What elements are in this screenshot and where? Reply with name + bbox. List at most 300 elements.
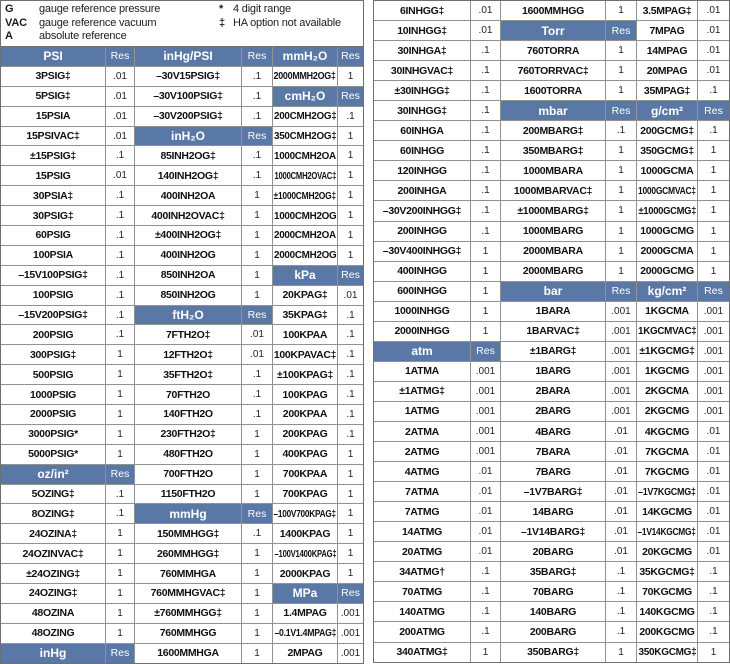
resolution-cell: 1 bbox=[106, 365, 134, 384]
resolution-cell: .1 bbox=[106, 504, 134, 523]
range-cell: 1ATMG bbox=[374, 402, 470, 421]
section-header-cell: Res bbox=[606, 101, 636, 120]
range-cell: 100PSIA bbox=[1, 246, 105, 265]
range-cell: 200INHGA bbox=[374, 181, 470, 200]
section-header-cell: Res bbox=[338, 584, 363, 603]
range-cell: 35FTH2O‡ bbox=[135, 365, 241, 384]
range-cell: 1KGCMVAC‡ bbox=[637, 322, 697, 341]
range-cell: 1000MBARA bbox=[501, 161, 605, 180]
resolution-cell: 1 bbox=[338, 524, 363, 543]
range-cell: –30V200INHGG‡ bbox=[374, 201, 470, 220]
section-header-cell: Res bbox=[471, 342, 500, 361]
resolution-cell: 1 bbox=[106, 445, 134, 464]
range-cell: 1BARG bbox=[501, 362, 605, 381]
range-cell: 20MPAG bbox=[637, 61, 697, 80]
range-cell: 8OZING‡ bbox=[1, 504, 105, 523]
resolution-cell: 1 bbox=[242, 266, 272, 285]
resolution-cell: .1 bbox=[471, 181, 500, 200]
range-cell: 760TORRA bbox=[501, 41, 605, 60]
range-cell: 140INH2OG‡ bbox=[135, 166, 241, 185]
range-cell: 1BARVAC‡ bbox=[501, 322, 605, 341]
range-cell: ±1BARG‡ bbox=[501, 342, 605, 361]
resolution-cell: .1 bbox=[471, 622, 500, 641]
resolution-cell: .01 bbox=[606, 442, 636, 461]
range-cell: 6INHGG‡ bbox=[374, 1, 470, 20]
range-cell: 400INH2OG bbox=[135, 246, 241, 265]
range-cell: 24OZINVAC‡ bbox=[1, 544, 105, 563]
resolution-cell: 1 bbox=[106, 544, 134, 563]
resolution-cell: .01 bbox=[698, 61, 729, 80]
legend-note bbox=[219, 17, 359, 31]
resolution-cell: .01 bbox=[242, 325, 272, 344]
resolution-cell: .01 bbox=[106, 127, 134, 146]
resolution-cell: 1 bbox=[606, 262, 636, 281]
resolution-cell: .01 bbox=[606, 462, 636, 481]
section-header-cell: atm bbox=[374, 342, 470, 361]
range-cell: –100V700KPAG‡ bbox=[273, 504, 337, 523]
range-cell: 15PSIA bbox=[1, 107, 105, 126]
range-cell: 1150FTH2O bbox=[135, 485, 241, 504]
resolution-cell: .1 bbox=[106, 306, 134, 325]
range-cell: 2000GCMG bbox=[637, 262, 697, 281]
range-cell: 100KPAA bbox=[273, 325, 337, 344]
legend-note-text: 4 digit range bbox=[233, 3, 291, 15]
section-header-cell: MPa bbox=[273, 584, 337, 603]
resolution-cell: 1 bbox=[606, 61, 636, 80]
section-header-cell: Res bbox=[338, 266, 363, 285]
resolution-cell: 1 bbox=[242, 604, 272, 623]
range-cell: 1000MBARVAC‡ bbox=[501, 181, 605, 200]
resolution-cell: 1 bbox=[106, 524, 134, 543]
resolution-cell: .1 bbox=[242, 385, 272, 404]
range-cell: 10INHGG‡ bbox=[374, 21, 470, 40]
range-cell: 2MPAG bbox=[273, 644, 337, 663]
resolution-cell: .01 bbox=[698, 522, 729, 541]
range-cell: 400INH2OVAC‡ bbox=[135, 206, 241, 225]
range-cell: 4BARG bbox=[501, 422, 605, 441]
range-cell: 1KGCMA bbox=[637, 302, 697, 321]
pressure-ranges-table-right bbox=[373, 0, 730, 663]
range-cell: 700KPAG bbox=[273, 485, 337, 504]
range-cell: ±15PSIG‡ bbox=[1, 146, 105, 165]
resolution-cell: .01 bbox=[471, 502, 500, 521]
range-cell: 5OZING‡ bbox=[1, 485, 105, 504]
range-cell: 200KGCMG bbox=[637, 622, 697, 641]
resolution-cell: 1 bbox=[242, 286, 272, 305]
resolution-cell: 1 bbox=[106, 564, 134, 583]
section-header-cell: Res bbox=[242, 127, 272, 146]
range-cell: 140BARG bbox=[501, 602, 605, 621]
resolution-cell: 1 bbox=[338, 206, 363, 225]
range-cell: 70KGCMG bbox=[637, 582, 697, 601]
range-cell: –30V15PSIG‡ bbox=[135, 67, 241, 86]
range-cell: 14KGCMG bbox=[637, 502, 697, 521]
resolution-cell: 1 bbox=[606, 201, 636, 220]
range-cell: 1000CMH2OG bbox=[273, 206, 337, 225]
range-cell: ±30INHGG‡ bbox=[374, 81, 470, 100]
range-cell: 1000GCMA bbox=[637, 161, 697, 180]
resolution-cell: .1 bbox=[471, 81, 500, 100]
range-cell: 3000PSIG* bbox=[1, 425, 105, 444]
right-table-block bbox=[373, 0, 730, 664]
range-cell: 200PSIG bbox=[1, 325, 105, 344]
resolution-cell: .1 bbox=[338, 325, 363, 344]
resolution-cell: .1 bbox=[338, 385, 363, 404]
asterisk-symbol: * bbox=[219, 3, 224, 15]
range-cell: 60PSIG bbox=[1, 226, 105, 245]
range-cell: 24OZING‡ bbox=[1, 584, 105, 603]
resolution-cell: .1 bbox=[698, 582, 729, 601]
resolution-cell: .01 bbox=[606, 542, 636, 561]
resolution-cell: .001 bbox=[471, 422, 500, 441]
range-cell: 35KPAG‡ bbox=[273, 306, 337, 325]
resolution-cell: .1 bbox=[106, 146, 134, 165]
range-cell: 230FTH2O‡ bbox=[135, 425, 241, 444]
resolution-cell: 1 bbox=[698, 141, 729, 160]
range-cell: 14MPAG bbox=[637, 41, 697, 60]
resolution-cell: .1 bbox=[242, 166, 272, 185]
range-cell: 1600MMHGA bbox=[135, 644, 241, 663]
resolution-cell: .1 bbox=[106, 325, 134, 344]
range-cell: 150MMHGG‡ bbox=[135, 524, 241, 543]
range-cell: 48OZING bbox=[1, 624, 105, 643]
resolution-cell: 1 bbox=[242, 246, 272, 265]
legend-note-text: HA option not available bbox=[233, 16, 341, 29]
range-cell: 1000CMH2OVAC‡ bbox=[273, 166, 337, 185]
resolution-cell: .1 bbox=[338, 345, 363, 364]
range-cell: 760MMHGG bbox=[135, 624, 241, 643]
range-cell: 200GCMG‡ bbox=[637, 121, 697, 140]
resolution-cell: 1 bbox=[606, 81, 636, 100]
resolution-cell: .1 bbox=[338, 405, 363, 424]
resolution-cell: .001 bbox=[606, 322, 636, 341]
section-header-cell: Res bbox=[606, 282, 636, 301]
range-cell: ±100KPAG‡ bbox=[273, 365, 337, 384]
resolution-cell: .01 bbox=[698, 1, 729, 20]
resolution-cell: .01 bbox=[106, 107, 134, 126]
double-dagger-symbol: ‡ bbox=[219, 16, 226, 29]
resolution-cell: .001 bbox=[606, 382, 636, 401]
resolution-cell: .01 bbox=[606, 502, 636, 521]
range-cell: 350BARG‡ bbox=[501, 643, 605, 662]
resolution-cell: .1 bbox=[242, 405, 272, 424]
legend-text: gauge reference pressure bbox=[39, 3, 161, 15]
section-header-cell: inHg bbox=[1, 644, 105, 663]
resolution-cell: .1 bbox=[471, 161, 500, 180]
range-cell: –0.1V1.4MPAG‡ bbox=[273, 624, 337, 643]
range-cell: 760MMHGVAC‡ bbox=[135, 584, 241, 603]
resolution-cell: 1 bbox=[606, 181, 636, 200]
resolution-cell: .1 bbox=[338, 107, 363, 126]
legend-symbol: G bbox=[5, 3, 14, 15]
resolution-cell: 1 bbox=[606, 41, 636, 60]
resolution-cell: .01 bbox=[471, 522, 500, 541]
legend-symbol: A bbox=[5, 30, 13, 42]
range-cell: 60INHGG bbox=[374, 141, 470, 160]
range-cell: 2BARA bbox=[501, 382, 605, 401]
range-cell: 2ATMG bbox=[374, 442, 470, 461]
range-cell: 700KPAA bbox=[273, 465, 337, 484]
resolution-cell: .1 bbox=[698, 602, 729, 621]
range-cell: 2000MBARG bbox=[501, 262, 605, 281]
resolution-cell: 1 bbox=[242, 226, 272, 245]
resolution-cell: .01 bbox=[698, 482, 729, 501]
range-cell: 7KGCMA bbox=[637, 442, 697, 461]
resolution-cell: .1 bbox=[106, 246, 134, 265]
resolution-cell: .1 bbox=[106, 485, 134, 504]
range-cell: 35KGCMG‡ bbox=[637, 562, 697, 581]
range-cell: 600INHGG bbox=[374, 282, 470, 301]
resolution-cell: 1 bbox=[698, 643, 729, 662]
resolution-cell: 1 bbox=[471, 643, 500, 662]
resolution-cell: 1 bbox=[106, 405, 134, 424]
pressure-ranges-table-left bbox=[0, 46, 364, 664]
resolution-cell: .1 bbox=[242, 365, 272, 384]
resolution-cell: 1 bbox=[242, 425, 272, 444]
resolution-cell: .01 bbox=[106, 67, 134, 86]
resolution-cell: .01 bbox=[698, 442, 729, 461]
range-cell: –30V400INHGG‡ bbox=[374, 242, 470, 261]
range-cell: 1.4MPAG bbox=[273, 604, 337, 623]
range-cell: ±1000CMH2OG‡ bbox=[273, 186, 337, 205]
range-cell: 30PSIG‡ bbox=[1, 206, 105, 225]
section-header-cell: oz/in² bbox=[1, 465, 105, 484]
resolution-cell: .1 bbox=[471, 101, 500, 120]
resolution-cell: 1 bbox=[338, 504, 363, 523]
range-cell: 1ATMA bbox=[374, 362, 470, 381]
legend bbox=[0, 0, 364, 46]
resolution-cell: .1 bbox=[606, 562, 636, 581]
section-header-cell: kPa bbox=[273, 266, 337, 285]
resolution-cell: 1 bbox=[242, 186, 272, 205]
range-cell: 500PSIG bbox=[1, 365, 105, 384]
resolution-cell: 1 bbox=[698, 181, 729, 200]
range-cell: 3.5MPAG‡ bbox=[637, 1, 697, 20]
section-header-cell: Res bbox=[242, 47, 272, 66]
range-cell: 4ATMG bbox=[374, 462, 470, 481]
range-cell: 760TORRVAC‡ bbox=[501, 61, 605, 80]
range-cell: 70FTH2O bbox=[135, 385, 241, 404]
resolution-cell: .001 bbox=[471, 362, 500, 381]
range-cell: 2000PSIG bbox=[1, 405, 105, 424]
range-cell: 14ATMG bbox=[374, 522, 470, 541]
range-cell: 7BARA bbox=[501, 442, 605, 461]
range-cell: 2ATMA bbox=[374, 422, 470, 441]
resolution-cell: .01 bbox=[698, 21, 729, 40]
range-cell: 700FTH2O bbox=[135, 465, 241, 484]
resolution-cell: .1 bbox=[471, 141, 500, 160]
resolution-cell: 1 bbox=[471, 302, 500, 321]
resolution-cell: .01 bbox=[242, 345, 272, 364]
section-header-cell: inH₂O bbox=[135, 127, 241, 146]
resolution-cell: 1 bbox=[606, 141, 636, 160]
range-cell: 30INHGG‡ bbox=[374, 101, 470, 120]
range-cell: –30V200PSIG‡ bbox=[135, 107, 241, 126]
range-cell: 200INHGG bbox=[374, 222, 470, 241]
legend-entry bbox=[5, 30, 219, 44]
range-cell: 260MMHGG‡ bbox=[135, 544, 241, 563]
resolution-cell: .01 bbox=[471, 542, 500, 561]
resolution-cell: 1 bbox=[242, 465, 272, 484]
resolution-cell: .1 bbox=[471, 602, 500, 621]
resolution-cell: 1 bbox=[338, 127, 363, 146]
range-cell: 200KPAG bbox=[273, 425, 337, 444]
resolution-cell: .01 bbox=[606, 422, 636, 441]
resolution-cell: 1 bbox=[606, 222, 636, 241]
resolution-cell: .1 bbox=[338, 425, 363, 444]
resolution-cell: 1 bbox=[242, 445, 272, 464]
resolution-cell: .1 bbox=[242, 107, 272, 126]
resolution-cell: 1 bbox=[471, 282, 500, 301]
range-cell: –30V100PSIG‡ bbox=[135, 87, 241, 106]
resolution-cell: .001 bbox=[698, 382, 729, 401]
range-cell: 1600TORRA bbox=[501, 81, 605, 100]
section-header-cell: g/cm² bbox=[637, 101, 697, 120]
range-cell: 2KGCMG bbox=[637, 402, 697, 421]
range-cell: 350KGCMG‡ bbox=[637, 643, 697, 662]
range-cell: 300PSIG‡ bbox=[1, 345, 105, 364]
legend-text: absolute reference bbox=[39, 30, 127, 42]
range-cell: 5PSIG‡ bbox=[1, 87, 105, 106]
resolution-cell: .1 bbox=[471, 582, 500, 601]
resolution-cell: .1 bbox=[242, 146, 272, 165]
range-cell: 1400KPAG bbox=[273, 524, 337, 543]
section-header-cell: Res bbox=[606, 21, 636, 40]
resolution-cell: .01 bbox=[471, 482, 500, 501]
resolution-cell: 1 bbox=[338, 564, 363, 583]
resolution-cell: .1 bbox=[242, 67, 272, 86]
resolution-cell: .01 bbox=[338, 286, 363, 305]
section-header-cell: Res bbox=[106, 644, 134, 663]
resolution-cell: 1 bbox=[338, 67, 363, 86]
resolution-cell: 1 bbox=[242, 564, 272, 583]
range-cell: 15PSIVAC‡ bbox=[1, 127, 105, 146]
range-cell: 34ATMG† bbox=[374, 562, 470, 581]
range-cell: 20KGCMG bbox=[637, 542, 697, 561]
range-cell: 140FTH2O bbox=[135, 405, 241, 424]
resolution-cell: .001 bbox=[338, 604, 363, 623]
section-header-cell: mmH₂O bbox=[273, 47, 337, 66]
resolution-cell: 1 bbox=[606, 1, 636, 20]
section-header-cell: Res bbox=[106, 465, 134, 484]
legend-reference-symbols bbox=[5, 3, 219, 46]
range-cell: 2000INHGG bbox=[374, 322, 470, 341]
range-cell: 140ATMG bbox=[374, 602, 470, 621]
resolution-cell: .001 bbox=[606, 362, 636, 381]
range-cell: 2000MMH2OG‡ bbox=[273, 67, 337, 86]
range-cell: 100KPAVAC‡ bbox=[273, 345, 337, 364]
resolution-cell: .1 bbox=[106, 226, 134, 245]
resolution-cell: .001 bbox=[606, 302, 636, 321]
range-cell: 1000GCMVAC‡ bbox=[637, 181, 697, 200]
section-header-cell: Res bbox=[698, 282, 729, 301]
resolution-cell: .1 bbox=[606, 622, 636, 641]
resolution-cell: 1 bbox=[106, 584, 134, 603]
range-cell: 5000PSIG* bbox=[1, 445, 105, 464]
range-cell: 20KPAG‡ bbox=[273, 286, 337, 305]
resolution-cell: .001 bbox=[471, 442, 500, 461]
resolution-cell: .01 bbox=[698, 41, 729, 60]
resolution-cell: 1 bbox=[242, 584, 272, 603]
resolution-cell: .1 bbox=[471, 41, 500, 60]
range-cell: 7KGCMG bbox=[637, 462, 697, 481]
range-cell: 200BARG bbox=[501, 622, 605, 641]
resolution-cell: 1 bbox=[338, 465, 363, 484]
resolution-cell: .01 bbox=[606, 522, 636, 541]
range-cell: 60INHGA bbox=[374, 121, 470, 140]
resolution-cell: 1 bbox=[471, 322, 500, 341]
range-cell: 30INHGVAC‡ bbox=[374, 61, 470, 80]
resolution-cell: 1 bbox=[106, 604, 134, 623]
range-cell: ±760MMHGG‡ bbox=[135, 604, 241, 623]
resolution-cell: 1 bbox=[698, 201, 729, 220]
resolution-cell: .1 bbox=[606, 121, 636, 140]
range-cell: –1V14BARG‡ bbox=[501, 522, 605, 541]
resolution-cell: 1 bbox=[338, 246, 363, 265]
resolution-cell: 1 bbox=[698, 161, 729, 180]
resolution-cell: 1 bbox=[606, 242, 636, 261]
resolution-cell: 1 bbox=[606, 161, 636, 180]
range-cell: 400KPAG bbox=[273, 445, 337, 464]
resolution-cell: 1 bbox=[698, 262, 729, 281]
resolution-cell: 1 bbox=[698, 222, 729, 241]
range-cell: 12FTH2O‡ bbox=[135, 345, 241, 364]
resolution-cell: 1 bbox=[338, 226, 363, 245]
section-header-cell: Res bbox=[242, 306, 272, 325]
range-cell: 1000INHGG bbox=[374, 302, 470, 321]
resolution-cell: .1 bbox=[698, 562, 729, 581]
resolution-cell: .01 bbox=[698, 502, 729, 521]
resolution-cell: .1 bbox=[338, 306, 363, 325]
range-cell: 1600MMHGG bbox=[501, 1, 605, 20]
resolution-cell: .1 bbox=[698, 121, 729, 140]
range-cell: 1000GCMG bbox=[637, 222, 697, 241]
resolution-cell: .1 bbox=[471, 201, 500, 220]
resolution-cell: .1 bbox=[106, 266, 134, 285]
resolution-cell: 1 bbox=[338, 485, 363, 504]
range-cell: ±1KGCMG‡ bbox=[637, 342, 697, 361]
resolution-cell: .001 bbox=[698, 362, 729, 381]
range-cell: 200MBARG‡ bbox=[501, 121, 605, 140]
section-header-cell: ftH₂O bbox=[135, 306, 241, 325]
left-table-block bbox=[0, 0, 364, 664]
range-cell: 70BARG bbox=[501, 582, 605, 601]
resolution-cell: .01 bbox=[471, 462, 500, 481]
resolution-cell: .001 bbox=[606, 342, 636, 361]
range-cell: 200CMH2OG‡ bbox=[273, 107, 337, 126]
resolution-cell: 1 bbox=[338, 146, 363, 165]
resolution-cell: .001 bbox=[338, 624, 363, 643]
resolution-cell: .01 bbox=[698, 462, 729, 481]
range-cell: ±24OZING‡ bbox=[1, 564, 105, 583]
section-header-cell: Res bbox=[338, 47, 363, 66]
range-cell: 2KGCMA bbox=[637, 382, 697, 401]
range-cell: 48OZINA bbox=[1, 604, 105, 623]
range-cell: 70ATMG bbox=[374, 582, 470, 601]
section-header-cell: mbar bbox=[501, 101, 605, 120]
resolution-cell: .01 bbox=[698, 422, 729, 441]
resolution-cell: 1 bbox=[471, 242, 500, 261]
resolution-cell: .1 bbox=[606, 582, 636, 601]
range-cell: 35MPAG‡ bbox=[637, 81, 697, 100]
resolution-cell: 1 bbox=[106, 385, 134, 404]
range-cell: ±1000GCMG‡ bbox=[637, 201, 697, 220]
resolution-cell: .1 bbox=[698, 81, 729, 100]
section-header-cell: PSI bbox=[1, 47, 105, 66]
resolution-cell: 1 bbox=[338, 166, 363, 185]
range-cell: 2BARG bbox=[501, 402, 605, 421]
range-cell: –100V1400KPAG‡ bbox=[273, 544, 337, 563]
